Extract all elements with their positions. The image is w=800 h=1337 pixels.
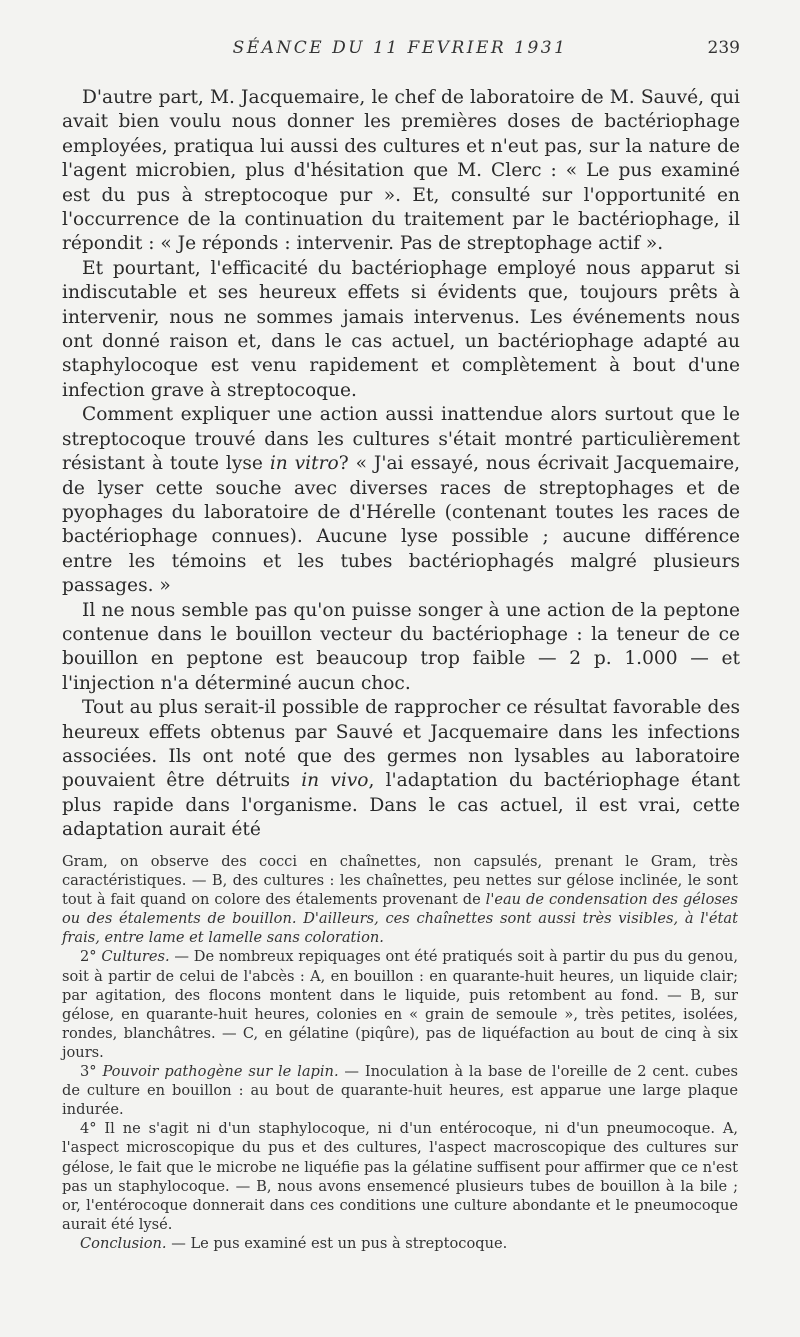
footnote-5: Conclusion. — Le pus examiné est un pus à streptocoque. [80, 1234, 508, 1252]
page-number: 239 [707, 38, 740, 58]
paragraph-3: Comment expliquer une action aussi inattendue alors surtout que le streptocoque trouvé dans les cultures s'était montré particulièrement résistant à toute lyse in vitro? « J'ai essayé, nous écrivait Jacquemaire, de lyser cette souche avec diverses races de streptophages et de pyophages du laboratoire de d'Hérelle (contenant toutes les races de bactériophage connues). Aucune lyse possible ; aucune différence entre les témoins et les tubes bactériophagés malgré plusieurs passages. » [62, 404, 741, 597]
paragraph-4: Il ne nous semble pas qu'on puisse songer à une action de la peptone contenue dans le bouillon vecteur du bactériophage : la teneur de ce bouillon en peptone est beaucoup trop faible — 2 p. 1.000 — et l'injection n'a déterminé aucun choc. [62, 599, 740, 694]
main-text [62, 86, 740, 843]
italic-term: in vitro [269, 453, 339, 475]
italic-term: in vivo [301, 770, 369, 792]
page-header [60, 38, 740, 62]
footnote-2: 2° Cultures. — De nombreux repiquages ont été pratiqués soit à partir du pus du genou, soit à partir de celui de l'abcès : A, en bouillon : en quarante-huit heures, un liquide clair; par agitation, des flocons montent dans le liquide, puis retombent au fond. — B, sur gélose, en quarante-huit heures, colonies en « grain de semoule », très petites, isolées, rondes, blanchâtres. — C, en gélatine (piqûre), pas de liquéfaction au bout de cinq à six jours. [62, 948, 738, 1061]
paragraph-1: D'autre part, M. Jacquemaire, le chef de laboratoire de M. Sauvé, qui avait bien voulu nous donner les premières doses de bactériophage employées, pratiqua lui aussi des cultures et n'eut pas, sur la nature de l'agent microbien, plus d'hésitation que M. Clerc : « Le pus examiné est du pus à streptocoque pur ». Et, consulté sur l'opportunité en l'occurrence de la continuation du traitement par le bactériophage, il répondit : « Je réponds : intervenir. Pas de streptophage actif ». [62, 87, 740, 255]
paragraph-5: Tout au plus serait-il possible de rapprocher ce résultat favorable des heureux effets obtenus par Sauvé et Jacquemaire dans les infections associées. Ils ont noté que des germes non lysables au laboratoire pouvaient être détruits in vivo, l'adaptation du bactériophage étant plus rapide dans l'organisme. Dans le cas actuel, il est vrai, cette adaptation aurait été [62, 697, 740, 841]
footnote-label: Cultures. [101, 948, 170, 966]
footnotes [62, 852, 738, 1253]
paragraph-2: Et pourtant, l'efficacité du bactériophage employé nous apparut si indiscutable et ses heureux effets si évidents que, toujours prêts à intervenir, nous ne sommes jamais intervenus. Les événements nous ont donné raison et, dans le cas actuel, un bactériophage adapté au staphylocoque est venu rapidement et complètement à bout d'une infection grave à streptocoque. [62, 257, 740, 401]
footnote-3: 3° Pouvoir pathogène sur le lapin. — Inoculation à la base de l'oreille de 2 cent. cubes de culture en bouillon : au bout de quarante-huit heures, est apparue une large plaque indurée. [62, 1063, 738, 1119]
footnote-1: Gram, on observe des cocci en chaînettes, non capsulés, prenant le Gram, très caractéristiques. — B, des cultures : les chaînettes, peu nettes sur gélose inclinée, le sont tout à fait quand on colore des étalements provenant de l'eau de condensation des géloses ou des étalements de bouillon. D'ailleurs, ces chaînettes sont aussi très visibles, à l'état frais, entre lame et lamelle sans coloration. [62, 853, 739, 947]
footnote-label: Conclusion. [80, 1234, 167, 1252]
footnote-label: Pouvoir pathogène sur le lapin. [102, 1063, 339, 1081]
footnote-4: 4° Il ne s'agit ni d'un staphylocoque, ni d'un entérocoque, ni d'un pneumocoque. A, l'aspect microscopique du pus et des cultures, l'aspect macroscopique des cultures sur gélose, le fait que le microbe ne liquéfie pas la gélatine suffisent pour affirmer que ce n'est pas un staphylocoque. — B, nous avons ensemencé plusieurs tubes de bouillon à la bile ; or, l'entérocoque donnerait dans ces conditions une culture abondante et le pneumocoque aurait été lysé. [62, 1120, 738, 1233]
running-title: SÉANCE DU 11 FEVRIER 1931 [232, 38, 568, 58]
